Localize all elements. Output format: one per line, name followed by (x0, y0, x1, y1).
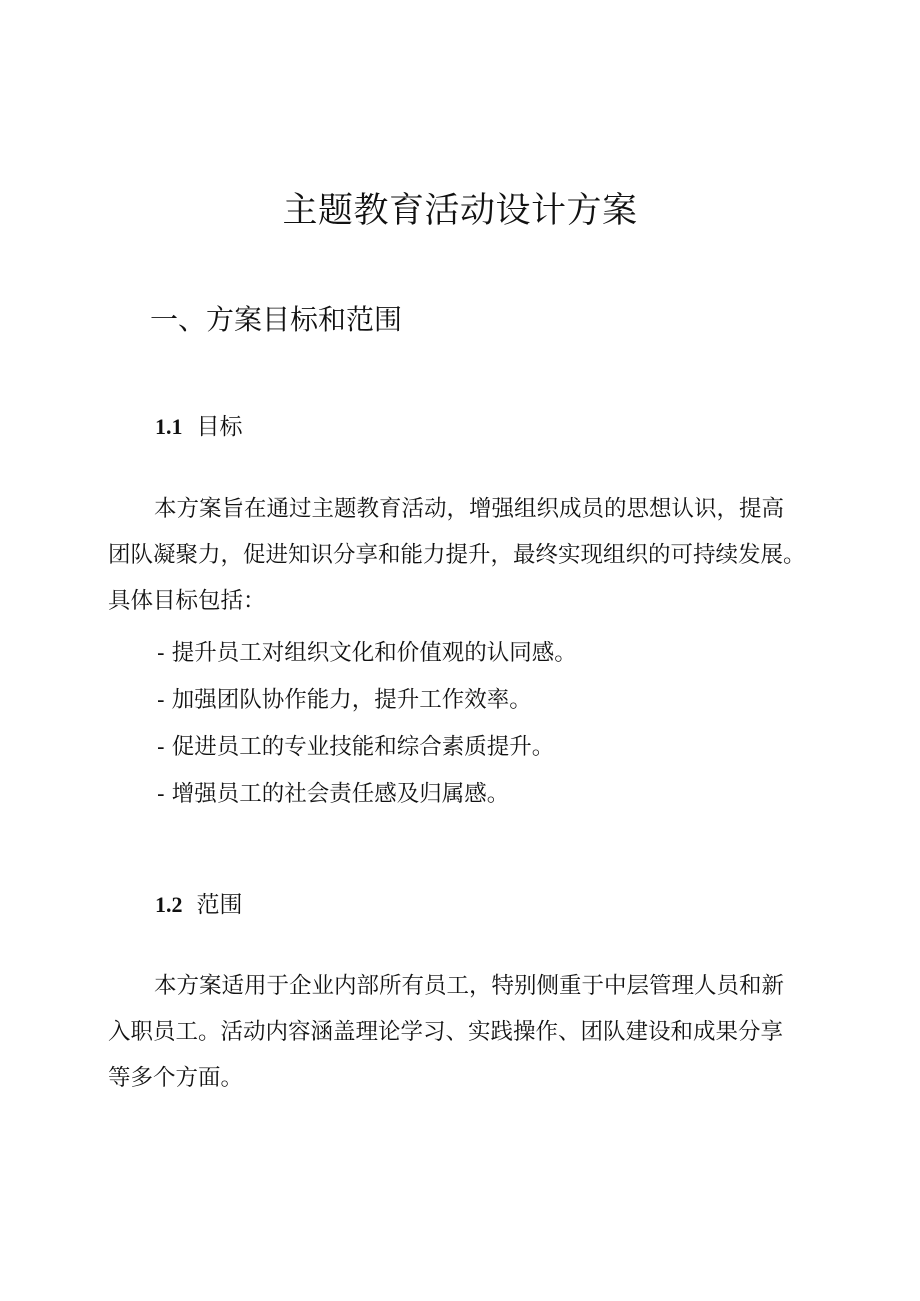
goals-paragraph (108, 486, 818, 624)
paragraph-line: 等多个方面。 (108, 1065, 244, 1091)
scope-paragraph (108, 963, 818, 1101)
section-heading: 一、方案目标和范围 (150, 303, 403, 336)
list-item: - 提升员工对组织文化和价值观的认同感。 (157, 640, 577, 666)
paragraph-line: 入职员工。活动内容涵盖理论学习、实践操作、团队建设和成果分享 (108, 1019, 784, 1045)
paragraph-line: 本方案旨在通过主题教育活动，增强组织成员的思想认识，提高 (154, 496, 785, 522)
subsection-title: 目标 (196, 414, 243, 440)
list-item: - 增强员工的社会责任感及归属感。 (157, 781, 510, 807)
paragraph-line: 团队凝聚力，促进知识分享和能力提升，最终实现组织的可持续发展。 (108, 542, 806, 568)
subsection-number: 1.2 (155, 892, 183, 917)
list-item: - 加强团队协作能力，提升工作效率。 (157, 687, 532, 713)
paragraph-line: 本方案适用于企业内部所有员工，特别侧重于中层管理人员和新 (154, 973, 785, 999)
subsection-title: 范围 (196, 892, 243, 918)
subsection-heading-goals (155, 410, 243, 444)
document-title: 主题教育活动设计方案 (282, 191, 638, 231)
subsection-heading-scope (155, 888, 243, 922)
goals-list (157, 630, 577, 818)
subsection-number: 1.1 (155, 414, 183, 439)
list-item: - 促进员工的专业技能和综合素质提升。 (157, 734, 555, 760)
paragraph-line: 具体目标包括： (108, 588, 266, 614)
